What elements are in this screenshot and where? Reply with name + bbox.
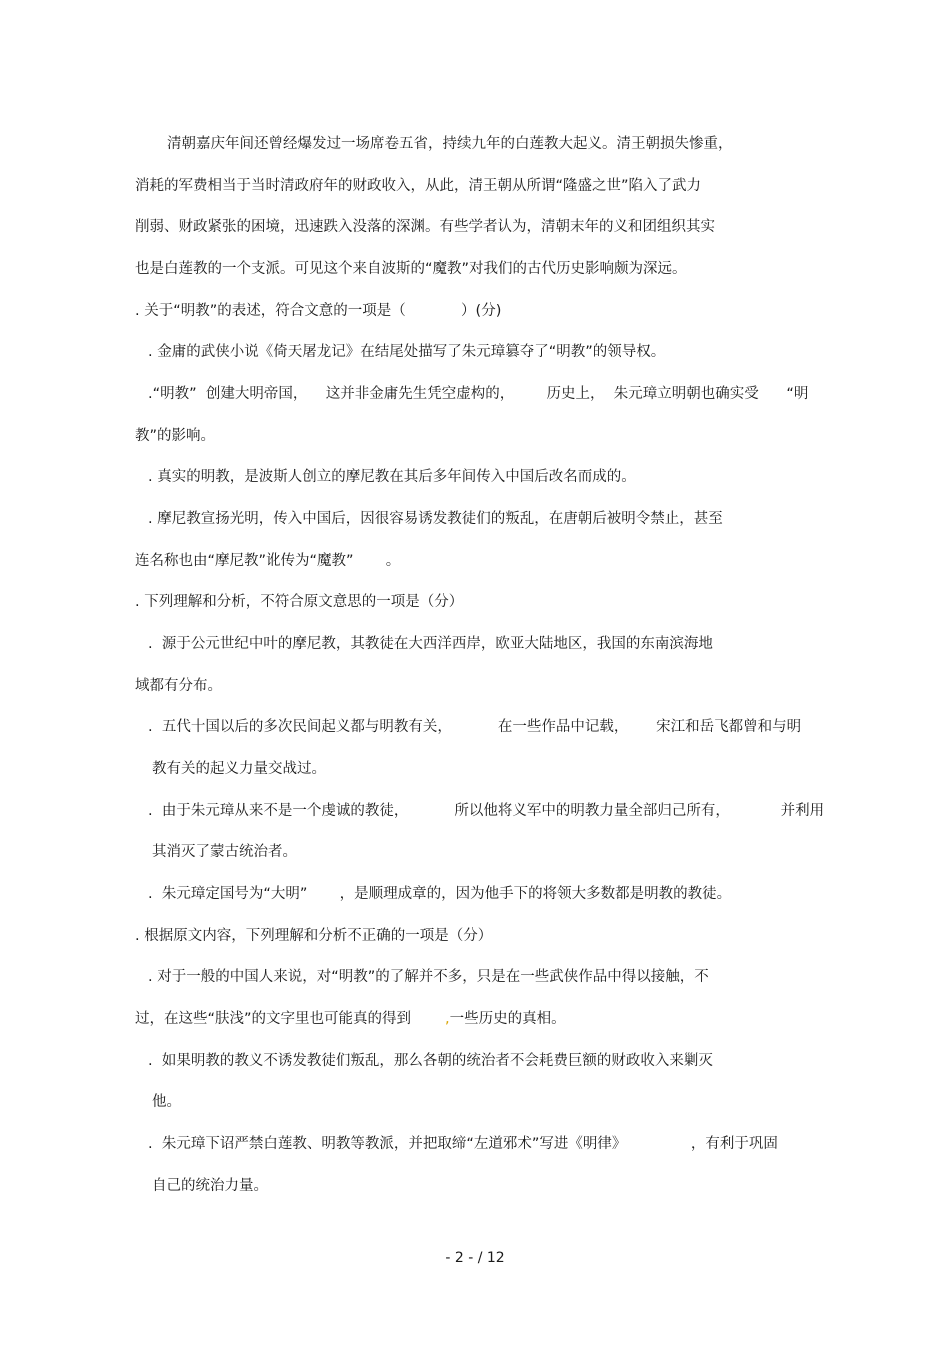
question-1-stem: . 关于“明教”的表述，符合文意的一项是（ ）(分) bbox=[135, 303, 502, 319]
stray-comma-mark: , bbox=[445, 1011, 450, 1027]
question-1-option-a: . 金庸的武侠小说《倚天屠龙记》在结尾处描写了朱元璋篡夺了“明教”的领导权。 bbox=[148, 344, 666, 360]
question-3-option-a-line-2-end: 一些历史的真相。 bbox=[449, 1011, 566, 1027]
passage-line-4: 也是白莲教的一个支派。可见这个来自波斯的“魔教”对我们的古代历史影响颇为深远。 bbox=[135, 261, 687, 277]
question-2-option-a-line-2: 域都有分布。 bbox=[135, 678, 222, 694]
question-3-option-c-line-1: . 朱元璋下诏严禁白莲教、明教等教派，并把取缔“左道邪术”写进《明律》 ，有利于巩固 bbox=[148, 1136, 778, 1152]
question-1-option-d-line-2: 连名称也由“摩尼教”讹传为“魔教” 。 bbox=[135, 553, 401, 569]
question-2-option-c-line-2: 其消灭了蒙古统治者。 bbox=[152, 844, 297, 860]
passage-line-1: 清朝嘉庆年间还曾经爆发过一场席卷五省，持续九年的白莲教大起义。清王朝损失惨重， bbox=[167, 136, 733, 152]
question-1-option-b-line-2: 教”的影响。 bbox=[135, 428, 216, 444]
question-3-option-a-line-2-start: 过，在这些“肤浅”的文字里也可能真的得到 bbox=[135, 1011, 412, 1027]
question-3-option-b-line-2: 他。 bbox=[152, 1094, 181, 1110]
question-1-option-b-line-1: .“明教” 创建大明帝国， 这并非金庸先生凭空虚构的， 历史上， 朱元璋立明朝也确实受 “明 bbox=[148, 386, 809, 402]
question-3-option-a-line-1: . 对于一般的中国人来说，对“明教”的了解并不多，只是在一些武侠作品中得以接触，不 bbox=[148, 969, 709, 985]
question-3-option-a-line-2 bbox=[135, 1010, 566, 1028]
question-2-option-d: . 朱元璋定国号为“大明” ，是顺理成章的，因为他手下的将领大多数都是明教的教徒。 bbox=[148, 886, 732, 902]
question-1-option-c: . 真实的明教，是波斯人创立的摩尼教在其后多年间传入中国后改名而成的。 bbox=[148, 469, 636, 485]
passage-line-2: 消耗的军费相当于当时清政府年的财政收入，从此，清王朝从所谓“隆盛之世”陷入了武力 bbox=[135, 178, 702, 194]
question-2-option-a-line-1: . 源于公元世纪中叶的摩尼教，其教徒在大西洋西岸，欧亚大陆地区，我国的东南滨海地 bbox=[148, 636, 713, 652]
question-1-option-d-line-1: . 摩尼教宣扬光明，传入中国后，因很容易诱发教徒们的叛乱，在唐朝后被明令禁止，甚至 bbox=[148, 511, 723, 527]
page-number: - 2 - / 12 bbox=[445, 1250, 505, 1266]
question-2-option-c-line-1: . 由于朱元璋从来不是一个虔诚的教徒， 所以他将义军中的明教力量全部归己所有， 并利用 bbox=[148, 803, 825, 819]
question-3-option-b-line-1: . 如果明教的教义不诱发教徒们叛乱，那么各朝的统治者不会耗费巨额的财政收入来剿灭 bbox=[148, 1053, 713, 1069]
question-3-option-c-line-2: 自己的统治力量。 bbox=[152, 1178, 268, 1194]
passage-line-3: 削弱、财政紧张的困境，迅速跌入没落的深渊。有些学者认为，清朝末年的义和团组织其实 bbox=[135, 219, 715, 235]
question-2-option-b-line-1: . 五代十国以后的多次民间起义都与明教有关， 在一些作品中记载， 宋江和岳飞都曾和与明 bbox=[148, 719, 802, 735]
question-2-stem: . 下列理解和分析，不符合原文意思的一项是（分） bbox=[135, 594, 464, 610]
question-3-stem: . 根据原文内容，下列理解和分析不正确的一项是（分） bbox=[135, 928, 493, 944]
question-2-option-b-line-2: 教有关的起义力量交战过。 bbox=[152, 761, 326, 777]
